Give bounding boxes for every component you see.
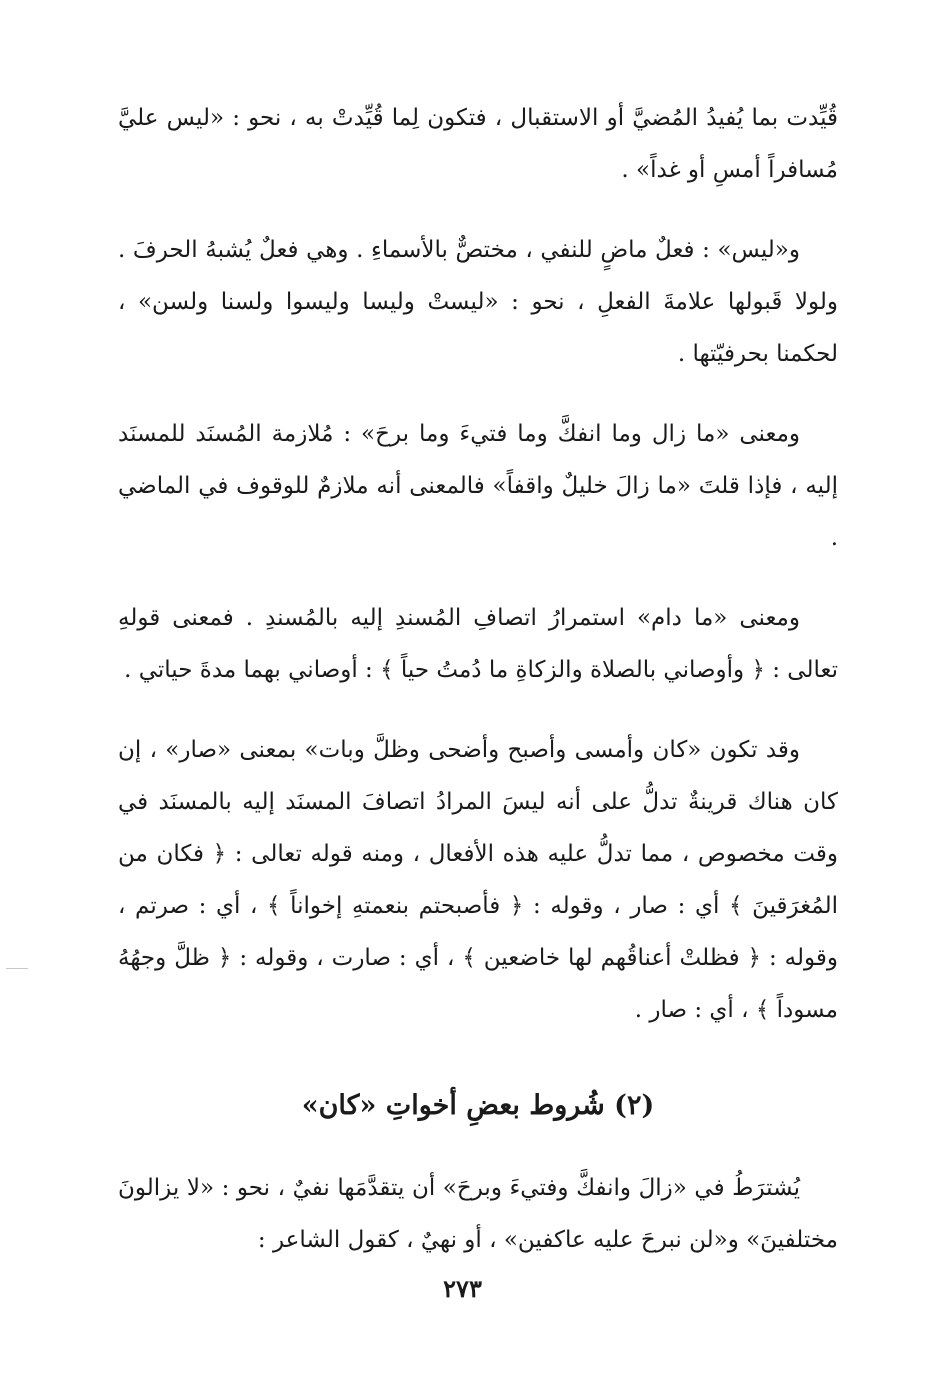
paragraph-1: قُيِّدت بما يُفيدُ المُضيَّ أو الاستقبال ، فتكون لِما قُيِّدتْ به ، نحو : «ليس عليَّ مُسافراً أمسِ أو غداً» . xyxy=(118,105,838,183)
margin-mark xyxy=(6,968,28,969)
paragraph-3: ومعنى «ما زال وما انفكَّ وما فتيءَ وما برحَ» : مُلازمة المُسنَد للمسنَد إليه ، فإذا قلتَ «ما زالَ خليلٌ واقفاً» فالمعنى أنه ملازمٌ للوقوف في الماضي . xyxy=(118,421,838,551)
paragraph-2: و«ليس» : فعلٌ ماضٍ للنفي ، مختصٌّ بالأسماءِ . وهي فعلٌ يُشبهُ الحرفَ . ولولا قَبولها علامةَ الفعلِ ، نحو : «ليستْ وليسا وليسوا ولسنا ولسن» ، لحكمنا بحرفيّتها . xyxy=(118,237,838,367)
paragraph-4: ومعنى «ما دام» استمرارُ اتصافِ المُسندِ إليه بالمُسندِ . فمعنى قولهِ تعالى : ﴿ وأوصاني بالصلاة والزكاةِ ما دُمتُ حياً ﴾ : أوصاني بهما مدةَ حياتي . xyxy=(118,605,838,683)
page-body xyxy=(118,92,838,1352)
section-heading: (٢) شُروط بعضِ أخواتِ «كان» xyxy=(301,1090,655,1121)
paragraph-5: وقد تكون «كان وأمسى وأصبح وأضحى وظلَّ وبات» بمعنى «صار» ، إن كان هناك قرينةٌ تدلُّ على أنه ليسَ المرادُ اتصافَ المسنَد إليه بالمسنَد في وقت مخصوص ، مما تدلُّ عليه هذه الأفعال ، ومنه قوله تعالى : ﴿ فكان من المُغرَقينَ ﴾ أي : صار ، وقوله : ﴿ فأصبحتم بنعمتهِ إخواناً ﴾ ، أي : صرتم ، وقوله : ﴿ فظلتْ أعناقُهم لها خاضعين ﴾ ، أي : صارت ، وقوله : ﴿ ظلَّ وجهُهُ مسوداً ﴾ ، أي : صار . xyxy=(118,737,838,1023)
paragraph-6: يُشترَطُ في «زالَ وانفكَّ وفتيءَ وبرحَ» أن يتقدَّمَها نفيٌ ، نحو : «لا يزالونَ مختلفينَ» و«لن نبرحَ عليه عاكفين» ، أو نهيٌ ، كقول الشاعر : xyxy=(118,1175,838,1253)
page-number: ٢٧٣ xyxy=(443,1274,482,1303)
